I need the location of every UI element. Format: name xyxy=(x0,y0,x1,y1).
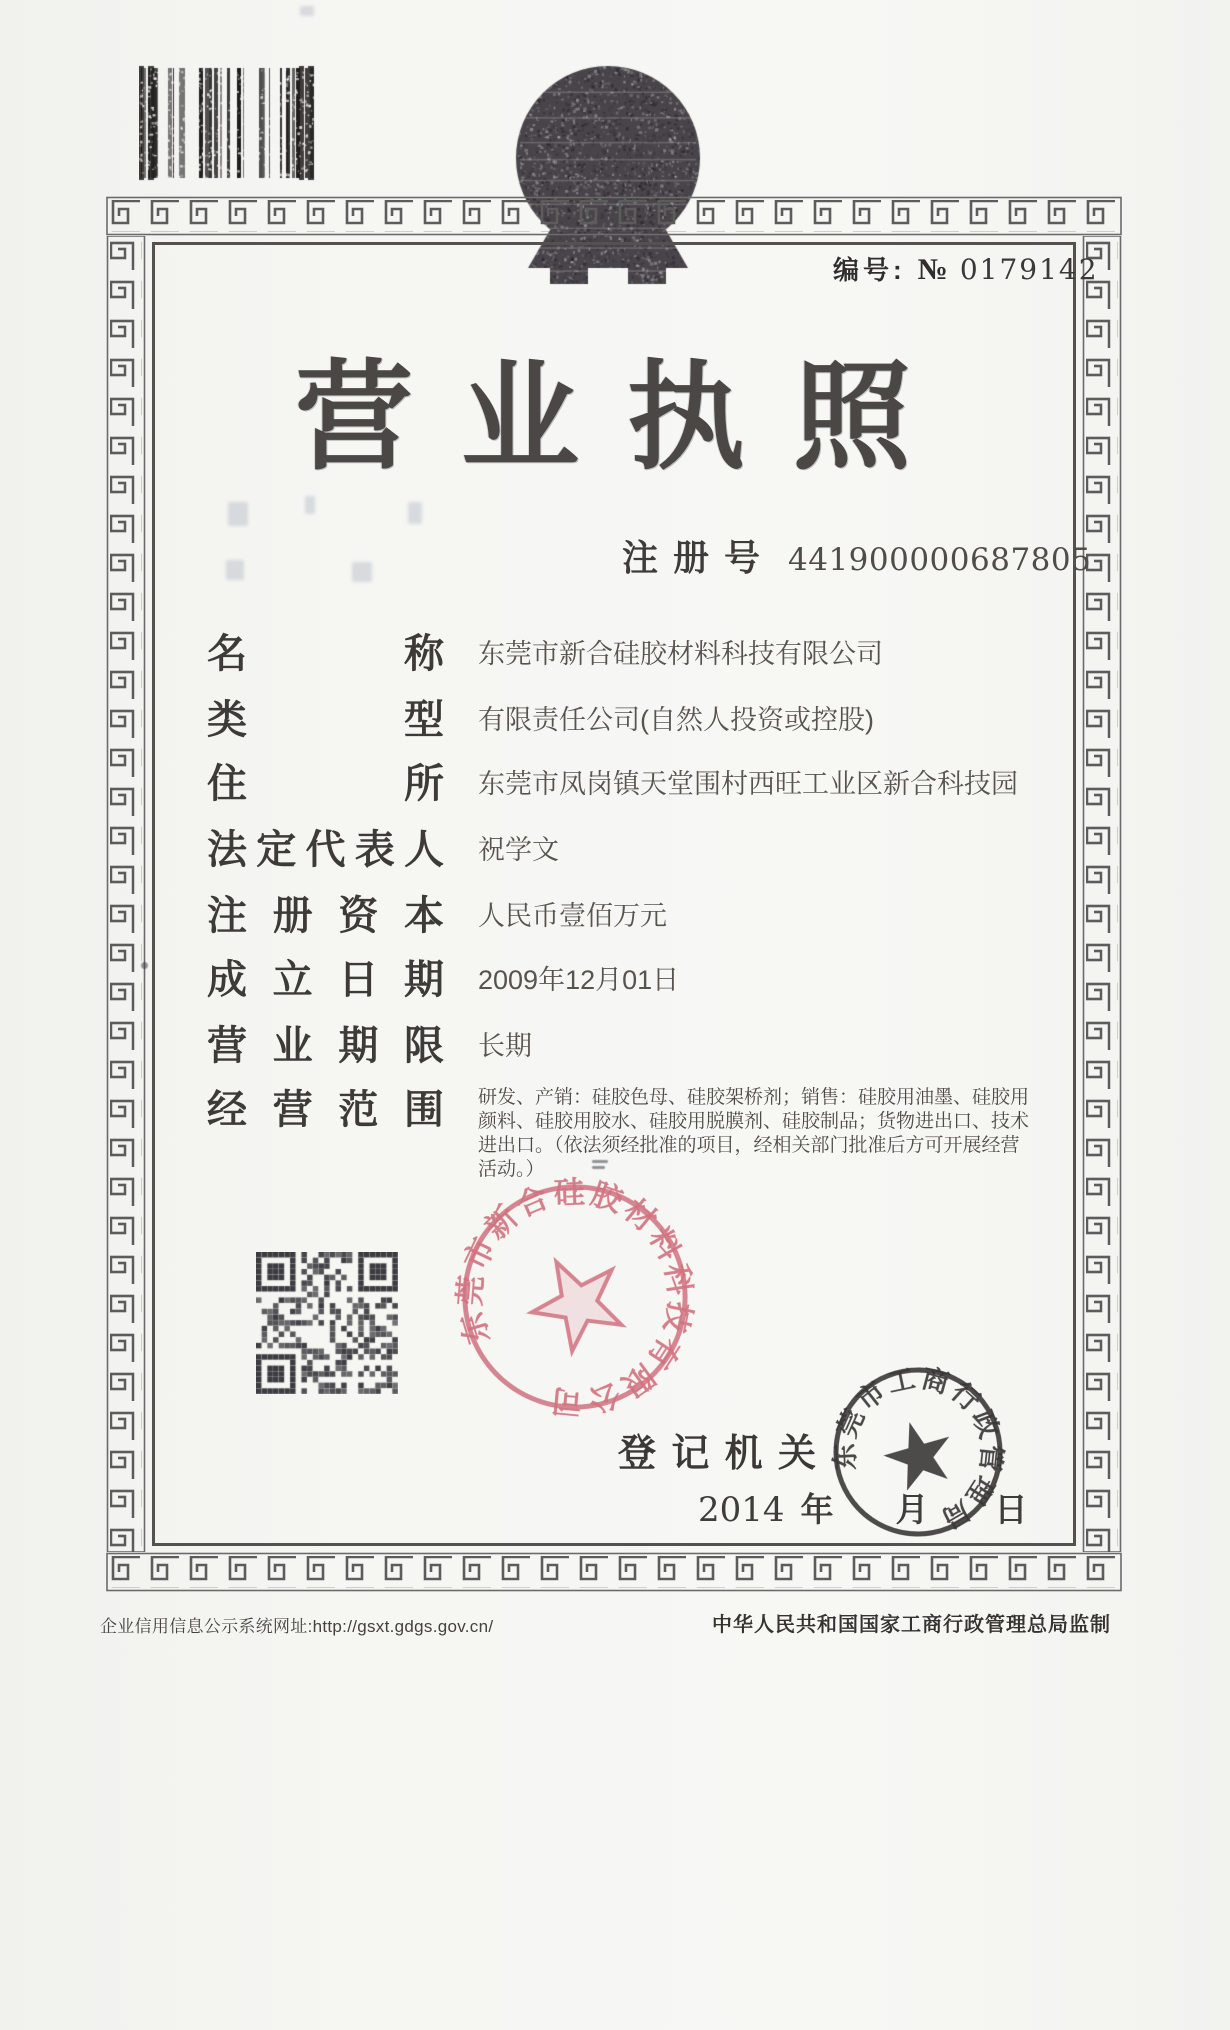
scope-line: 活动。） xyxy=(478,1159,545,1180)
field-row-registered-capital xyxy=(207,884,1087,941)
serial-value: 0179142 xyxy=(959,253,1099,286)
field-value: 东莞市新合硅胶材料科技有限公司 xyxy=(478,639,883,669)
footer-public-system-url: 企业信用信息公示系统网址:http://gsxt.gdgs.gov.cn/ xyxy=(100,1617,494,1636)
footer-issuing-authority: 中华人民共和国国家工商行政管理总局监制 xyxy=(712,1614,1111,1636)
field-label: 注 册 资 本 xyxy=(207,894,444,938)
field-value: 长期 xyxy=(478,1031,532,1061)
field-row-address xyxy=(207,752,1087,809)
ghost-mark xyxy=(226,560,244,580)
border-strip-top xyxy=(106,196,1122,236)
field-label: 住 所 xyxy=(207,762,444,806)
registration-number-row xyxy=(622,530,1091,581)
ghost-mark xyxy=(592,1160,608,1163)
field-row-name xyxy=(207,622,1087,679)
field-label: 类 型 xyxy=(207,698,444,742)
registry-authority-label: 登 记 机 关 xyxy=(618,1433,816,1475)
registration-number-label: 注 册 号 xyxy=(622,537,760,578)
ghost-mark xyxy=(141,962,148,969)
ghost-mark xyxy=(592,1166,605,1169)
ghost-mark xyxy=(228,502,248,526)
border-strip-bottom xyxy=(106,1552,1122,1592)
field-label: 法 定 代 表 人 xyxy=(207,828,444,872)
registry-seal-text: 东莞市工商行政管理局 xyxy=(829,1362,1008,1536)
field-value: 有限责任公司(自然人投资或控股) xyxy=(478,705,874,735)
border-strip-right xyxy=(1082,236,1122,1552)
scope-line: 研发、产销：硅胶色母、硅胶架桥剂；销售：硅胶用油墨、硅胶用 xyxy=(478,1087,1030,1108)
date-day-unit: 日 xyxy=(994,1491,1028,1528)
scope-line: 颜料、硅胶用胶水、硅胶用脱膜剂、硅胶制品；货物进出口、技术 xyxy=(478,1111,1030,1132)
registration-number-value: 441900000687805 xyxy=(788,542,1092,578)
company-seal-text: 东莞市新合硅胶材料科技有限公司 xyxy=(451,1174,699,1421)
certificate-title: 营 业 执 照 xyxy=(295,352,911,484)
barcode xyxy=(139,64,315,182)
ghost-mark xyxy=(305,496,315,514)
field-row-business-term xyxy=(207,1014,1087,1071)
qr-code xyxy=(256,1252,398,1394)
field-row-business-scope xyxy=(207,1078,1087,1182)
field-label: 名 称 xyxy=(207,632,444,676)
ghost-mark xyxy=(352,562,372,582)
field-row-establishment-date xyxy=(207,948,1087,1005)
ghost-mark xyxy=(408,502,422,524)
date-month-unit: 月 xyxy=(895,1491,929,1528)
numero-symbol: № xyxy=(917,253,948,286)
serial-number xyxy=(833,250,1099,287)
field-label: 成 立 日 期 xyxy=(207,958,444,1002)
scope-line: 进出口。（依法须经批准的项目，经相关部门批准后方可开展经营 xyxy=(478,1135,1020,1156)
field-value: 人民币壹佰万元 xyxy=(478,901,667,931)
field-value: 东莞市凤岗镇天堂围村西旺工业区新合科技园 xyxy=(478,769,1018,799)
field-value: 祝学文 xyxy=(478,835,559,865)
date-year-unit: 年 xyxy=(800,1491,834,1528)
field-label: 经 营 范 围 xyxy=(207,1088,444,1132)
field-value: 2009年12月01日 xyxy=(478,965,680,995)
registry-seal-star xyxy=(877,1413,961,1494)
serial-label: 编号: xyxy=(833,255,906,285)
ghost-mark xyxy=(300,6,314,16)
company-seal-star xyxy=(516,1241,636,1359)
field-row-legal-representative xyxy=(207,818,1087,875)
business-scope-text xyxy=(478,1078,1029,1182)
border-strip-left xyxy=(106,236,146,1552)
field-row-type xyxy=(207,688,1087,745)
date-year: 2014 xyxy=(698,1490,785,1530)
field-label: 营 业 期 限 xyxy=(207,1024,444,1068)
